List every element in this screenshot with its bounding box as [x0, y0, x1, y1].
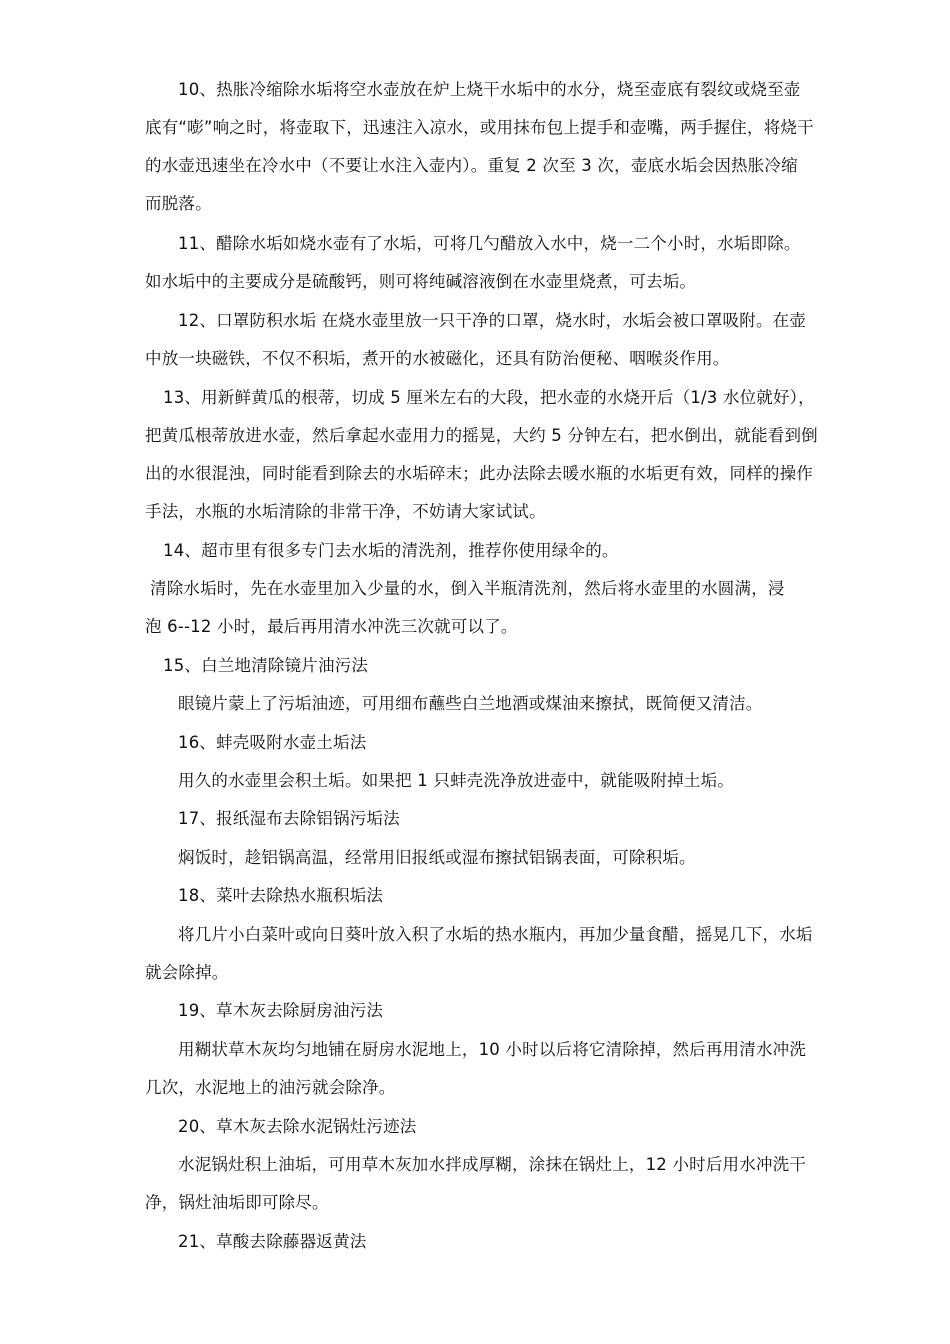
paragraph-13-line-1: 13、用新鲜黄瓜的根蒂，切成 5 厘米左右的大段，把水壶的水烧开后（1/3 水位就好），	[163, 388, 815, 407]
paragraph-15-line-1: 眼镜片蒙上了污垢油迹，可用细布蘸些白兰地酒或煤油来擦拭，既简便又清洁。	[178, 694, 763, 713]
paragraph-12-line-1: 12、口罩防积水垢 在烧水壶里放一只干净的口罩，烧水时，水垢会被口罩吸附。在壶	[178, 311, 807, 330]
paragraph-16-line-1: 用久的水壶里会积土垢。如果把 1 只蚌壳洗净放进壶中，就能吸附掉土垢。	[178, 771, 734, 790]
paragraph-19-line-1: 用糊状草木灰均匀地铺在厨房水泥地上，10 小时以后将它清除掉，然后再用清水冲洗	[178, 1040, 807, 1059]
paragraph-12-line-2: 中放一块磁铁，不仅不积垢，煮开的水被磁化，还具有防治便秘、咽喉炎作用。	[145, 349, 730, 368]
heading-20: 20、草木灰去除水泥锅灶污迹法	[178, 1117, 417, 1136]
heading-16: 16、蚌壳吸附水壶土垢法	[178, 733, 367, 752]
paragraph-19-line-2: 几次，水泥地上的油污就会除净。	[145, 1078, 396, 1097]
paragraph-20-line-1: 水泥锅灶积上油垢，可用草木灰加水拌成厚糊，涂抹在锅灶上，12 小时后用水冲洗干	[178, 1155, 807, 1174]
paragraph-17-line-1: 焖饭时，趁铝锅高温，经常用旧报纸或湿布擦拭铝锅表面，可除积垢。	[178, 848, 696, 867]
heading-18: 18、菜叶去除热水瓶积垢法	[178, 886, 384, 905]
heading-15: 15、白兰地清除镜片油污法	[163, 656, 369, 675]
paragraph-14-line-1: 14、超市里有很多专门去水垢的清洗剂，推荐你使用绿伞的。	[163, 541, 619, 560]
paragraph-10-line-2: 底有“嘭”响之时，将壶取下，迅速注入凉水，或用抹布包上提手和壶嘴，两手握住，将烧干	[145, 118, 814, 137]
paragraph-18-line-1: 将几片小白菜叶或向日葵叶放入积了水垢的热水瓶内，再加少量食醋，摇晃几下，水垢	[178, 925, 813, 944]
paragraph-13-line-4: 手法，水瓶的水垢清除的非常干净，不妨请大家试试。	[145, 502, 546, 521]
paragraph-14-line-3: 泡 6--12 小时，最后再用清水冲洗三次就可以了。	[145, 617, 518, 636]
paragraph-14-line-2: 清除水垢时，先在水壶里加入少量的水，倒入半瓶清洗剂，然后将水壶里的水圆满，浸	[150, 579, 785, 598]
paragraph-10-line-1: 10、热胀冷缩除水垢将空水壶放在炉上烧干水垢中的水分，烧至壶底有裂纹或烧至壶	[178, 80, 801, 99]
paragraph-10-line-3: 的水壶迅速坐在冷水中（不要让水注入壶内）。重复 2 次至 3 次，壶底水垢会因热胀冷缩	[145, 156, 798, 175]
paragraph-13-line-2: 把黄瓜根蒂放进水壶，然后拿起水壶用力的摇晃，大约 5 分钟左右，把水倒出，就能看到倒	[145, 426, 818, 445]
paragraph-11-line-2: 如水垢中的主要成分是硫酸钙，则可将纯碱溶液倒在水壶里烧煮，可去垢。	[145, 272, 697, 291]
paragraph-18-line-2: 就会除掉。	[145, 963, 229, 982]
heading-17: 17、报纸湿布去除铝锅污垢法	[178, 809, 400, 828]
heading-19: 19、草木灰去除厨房油污法	[178, 1001, 384, 1020]
paragraph-13-line-3: 出的水很混浊，同时能看到除去的水垢碎末；此办法除去暖水瓶的水垢更有效，同样的操作	[145, 464, 813, 483]
paragraph-20-line-2: 净，锅灶油垢即可除尽。	[145, 1193, 329, 1212]
paragraph-10-line-4: 而脱落。	[145, 194, 212, 213]
paragraph-11-line-1: 11、醋除水垢如烧水壶有了水垢，可将几勺醋放入水中，烧一二个小时，水垢即除。	[178, 234, 801, 253]
heading-21: 21、草酸去除藤器返黄法	[178, 1232, 367, 1251]
